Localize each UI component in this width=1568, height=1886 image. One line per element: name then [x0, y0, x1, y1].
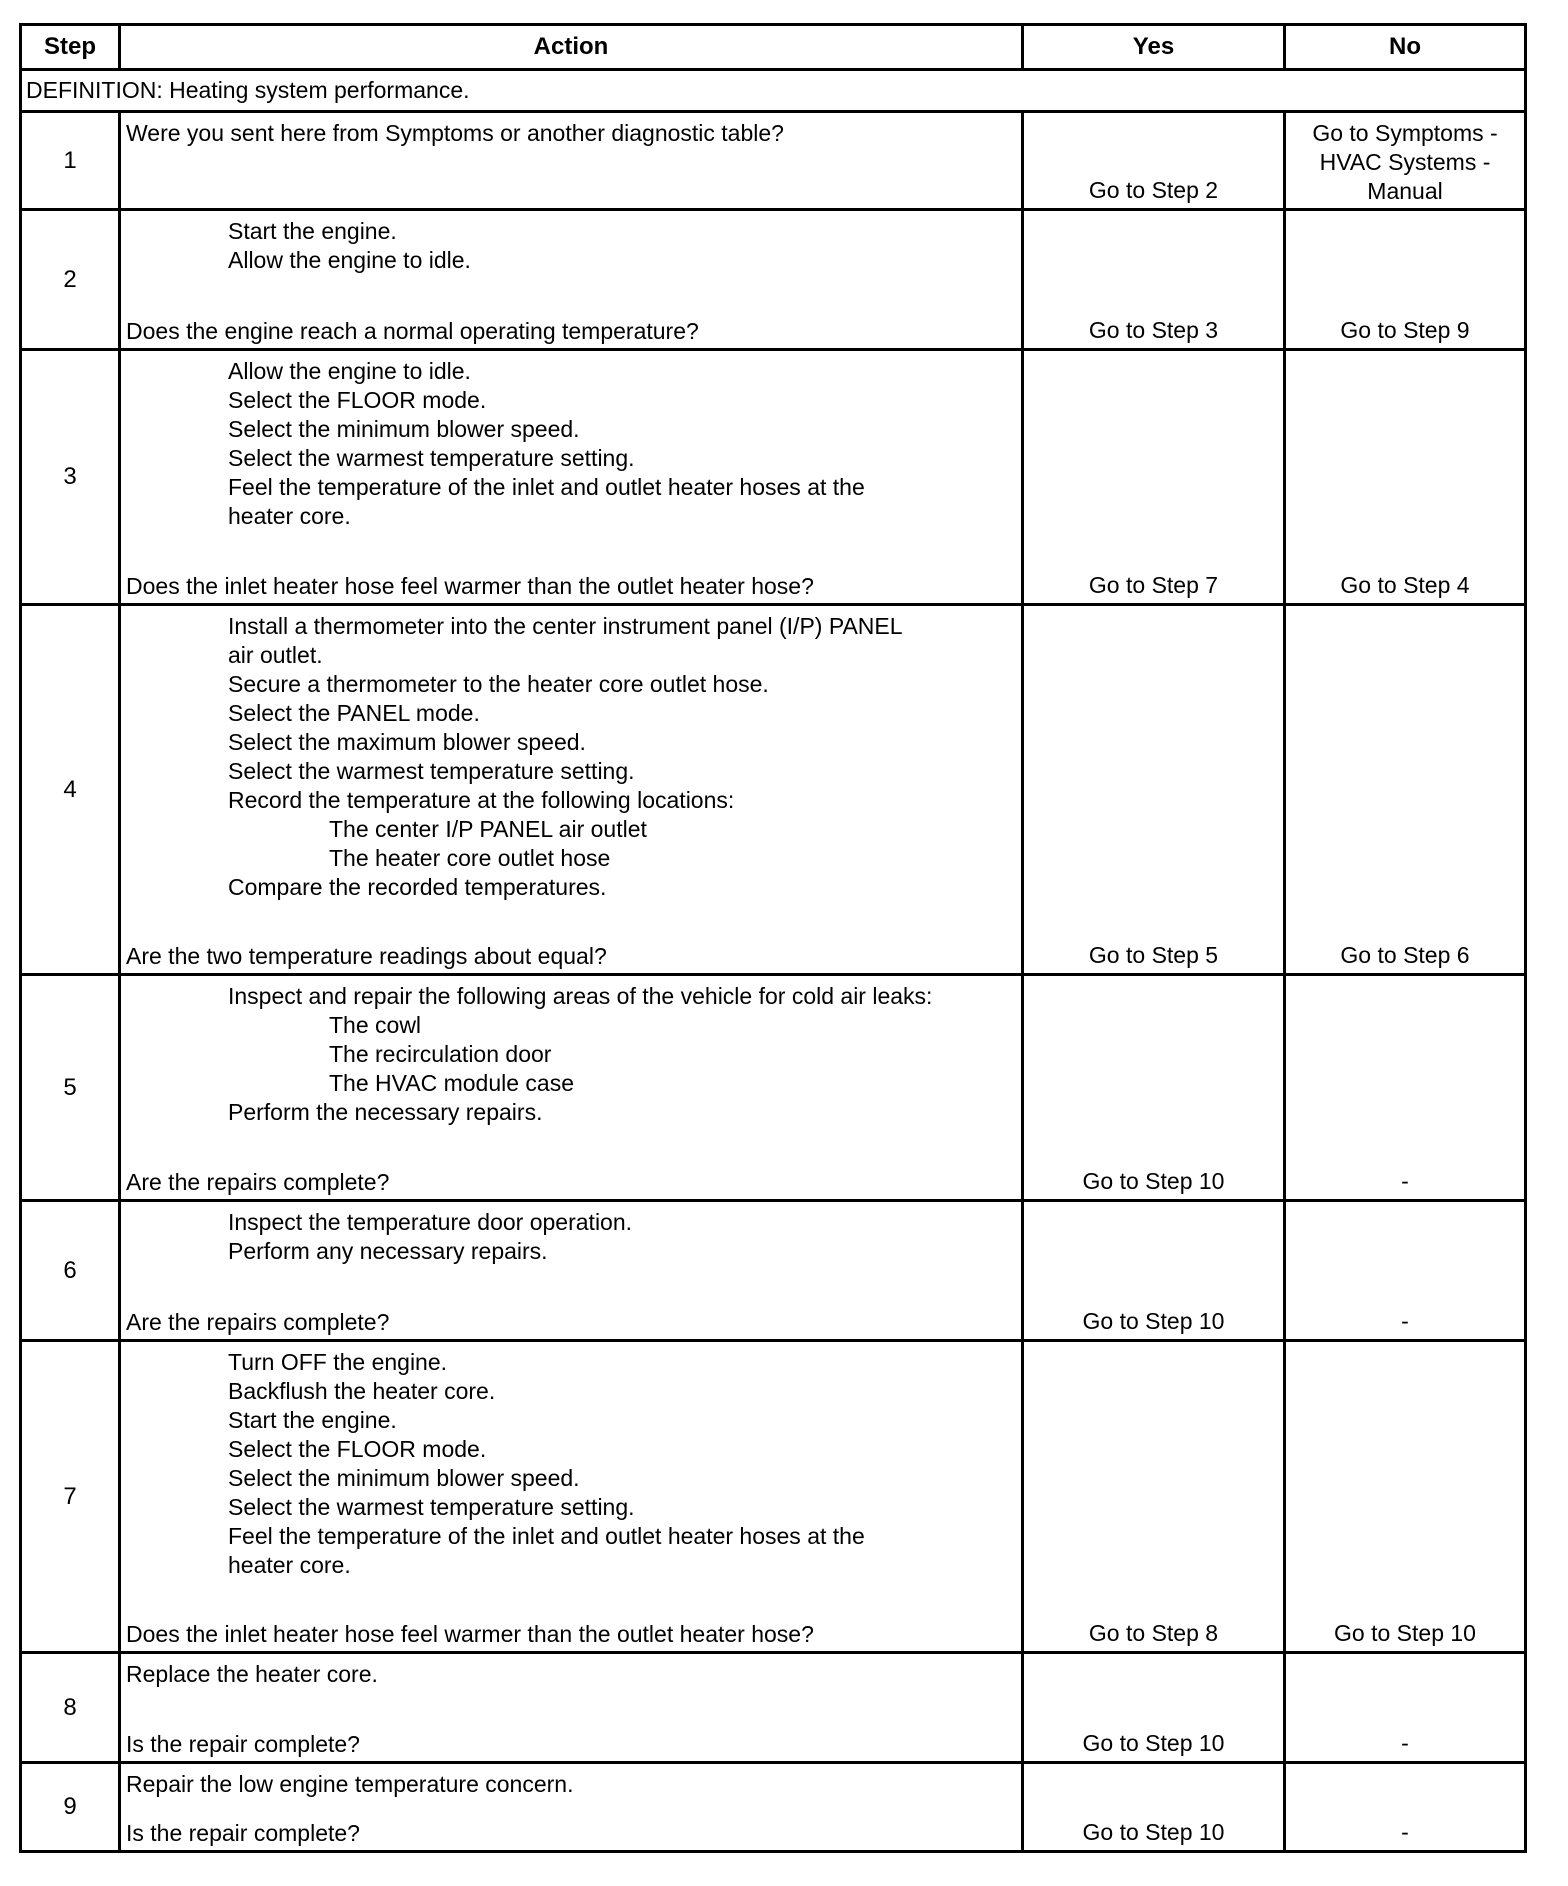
- step-row-1: [22, 110, 1524, 208]
- yes-cell: [1024, 1654, 1286, 1761]
- action-question: Are the two temperature readings about equal?: [126, 943, 607, 969]
- no-answer: Go to Step 9: [1340, 317, 1470, 343]
- action-line: Select the warmest temperature setting.: [228, 1494, 635, 1520]
- no-answer: -: [1401, 1308, 1409, 1334]
- step-number: 1: [22, 113, 121, 208]
- step-number: 7: [22, 1342, 121, 1651]
- yes-cell: [1024, 976, 1286, 1199]
- header-row: [22, 26, 1524, 68]
- action-line: Allow the engine to idle.: [228, 247, 471, 273]
- action-line: Start the engine.: [228, 1407, 397, 1433]
- yes-cell: [1024, 1202, 1286, 1339]
- yes-cell: [1024, 1764, 1286, 1850]
- action-cell: [121, 606, 1024, 973]
- step-row-6: [22, 1199, 1524, 1339]
- action-line: Select the FLOOR mode.: [228, 387, 487, 413]
- action-line: Start the engine.: [228, 218, 397, 244]
- action-line: Perform the necessary repairs.: [228, 1099, 543, 1125]
- yes-answer: Go to Step 10: [1082, 1308, 1225, 1334]
- no-answer: -: [1401, 1819, 1409, 1845]
- yes-answer: Go to Step 3: [1088, 317, 1219, 343]
- action-line: Select the maximum blower speed.: [228, 729, 586, 755]
- action-question: Are the repairs complete?: [126, 1169, 390, 1195]
- action-line: heater core.: [228, 503, 351, 529]
- action-cell: [121, 351, 1024, 603]
- no-answer-line: HVAC Systems -: [1319, 149, 1491, 175]
- action-subline: The center I/P PANEL air outlet: [329, 816, 647, 842]
- action-cell: [121, 976, 1024, 1199]
- step-number: 8: [22, 1654, 121, 1761]
- action-line: Select the minimum blower speed.: [228, 1465, 580, 1491]
- no-cell: [1286, 1342, 1524, 1651]
- action-line: air outlet.: [228, 642, 323, 668]
- action-subline: The recirculation door: [329, 1041, 552, 1067]
- action-line: Select the minimum blower speed.: [228, 416, 580, 442]
- no-cell: [1286, 1654, 1524, 1761]
- action-question: Is the repair complete?: [126, 1820, 360, 1846]
- yes-answer: Go to Step 8: [1088, 1620, 1219, 1646]
- action-line: Select the warmest temperature setting.: [228, 758, 635, 784]
- yes-answer: Go to Step 10: [1082, 1168, 1225, 1194]
- yes-cell: [1024, 351, 1286, 603]
- diagnostic-table: [19, 23, 1527, 1853]
- no-cell: [1286, 211, 1524, 348]
- action-question: Are the repairs complete?: [126, 1309, 390, 1335]
- action-cell: [121, 1764, 1024, 1850]
- step-number: 9: [22, 1764, 121, 1850]
- yes-answer: Go to Step 10: [1082, 1819, 1225, 1845]
- header-no: No: [1389, 33, 1421, 60]
- action-subline: The heater core outlet hose: [329, 845, 611, 871]
- action-line: Inspect and repair the following areas of the vehicle for cold air leaks:: [228, 983, 933, 1009]
- step-number: 3: [22, 351, 121, 603]
- step-number: 2: [22, 211, 121, 348]
- action-line: Feel the temperature of the inlet and outlet heater hoses at the: [228, 1523, 865, 1549]
- step-number: 4: [22, 606, 121, 973]
- yes-cell: [1024, 211, 1286, 348]
- action-line: Backflush the heater core.: [228, 1378, 496, 1404]
- action-line: Turn OFF the engine.: [228, 1349, 448, 1375]
- no-cell: [1286, 976, 1524, 1199]
- action-line: Allow the engine to idle.: [228, 358, 471, 384]
- no-cell: [1286, 113, 1524, 208]
- action-question: Does the engine reach a normal operating temperature?: [126, 318, 699, 344]
- yes-answer: Go to Step 10: [1082, 1730, 1225, 1756]
- step-row-9: [22, 1761, 1524, 1850]
- action-line: Perform any necessary repairs.: [228, 1238, 548, 1264]
- header-action: Action: [121, 26, 1024, 68]
- action-line: Select the FLOOR mode.: [228, 1436, 487, 1462]
- action-subline: The HVAC module case: [329, 1070, 575, 1096]
- no-answer: Go to Step 4: [1340, 572, 1470, 598]
- action-line: Record the temperature at the following locations:: [228, 787, 735, 813]
- no-answer-line: Manual: [1367, 178, 1443, 204]
- step-row-3: [22, 348, 1524, 603]
- step-row-5: [22, 973, 1524, 1199]
- no-cell: [1286, 351, 1524, 603]
- no-cell: [1286, 606, 1524, 973]
- no-answer: -: [1401, 1730, 1409, 1756]
- step-number: 6: [22, 1202, 121, 1339]
- yes-answer: Go to Step 2: [1088, 177, 1219, 203]
- header-yes: Yes: [1024, 26, 1286, 68]
- yes-cell: [1024, 606, 1286, 973]
- no-answer: Go to Step 10: [1334, 1620, 1476, 1646]
- action-line: Install a thermometer into the center instrument panel (I/P) PANEL: [228, 613, 903, 639]
- action-line: Select the PANEL mode.: [228, 700, 480, 726]
- yes-answer: Go to Step 5: [1088, 942, 1219, 968]
- definition-row: [22, 68, 1524, 110]
- action-line: Select the warmest temperature setting.: [228, 445, 635, 471]
- action-line: heater core.: [228, 1552, 351, 1578]
- yes-cell: [1024, 113, 1286, 208]
- no-cell: [1286, 1764, 1524, 1850]
- action-line: Inspect the temperature door operation.: [228, 1209, 633, 1235]
- no-answer: Go to Step 6: [1340, 942, 1470, 968]
- action-cell: [121, 1342, 1024, 1651]
- action-cell: [121, 1202, 1024, 1339]
- yes-answer: Go to Step 7: [1088, 572, 1219, 598]
- step-row-4: [22, 603, 1524, 973]
- step-row-7: [22, 1339, 1524, 1651]
- step-row-2: [22, 208, 1524, 348]
- action-line: Feel the temperature of the inlet and outlet heater hoses at the: [228, 474, 865, 500]
- no-cell: [1286, 1202, 1524, 1339]
- definition-text: DEFINITION: Heating system performance.: [26, 77, 470, 103]
- action-cell: [121, 113, 1024, 208]
- action-line: Repair the low engine temperature concern.: [126, 1771, 574, 1797]
- action-question: Does the inlet heater hose feel warmer than the outlet heater hose?: [126, 1621, 814, 1647]
- action-question: Is the repair complete?: [126, 1731, 360, 1757]
- action-subline: The cowl: [329, 1012, 422, 1038]
- action-question: Does the inlet heater hose feel warmer than the outlet heater hose?: [126, 573, 814, 599]
- action-line: Were you sent here from Symptoms or another diagnostic table?: [126, 120, 784, 146]
- step-row-8: [22, 1651, 1524, 1761]
- action-cell: [121, 211, 1024, 348]
- no-answer: -: [1401, 1168, 1409, 1194]
- action-line: Replace the heater core.: [126, 1661, 378, 1687]
- action-line: Compare the recorded temperatures.: [228, 874, 607, 900]
- action-line: Secure a thermometer to the heater core outlet hose.: [228, 671, 769, 697]
- yes-cell: [1024, 1342, 1286, 1651]
- no-answer-line: Go to Symptoms -: [1312, 120, 1498, 146]
- action-cell: [121, 1654, 1024, 1761]
- header-step: Step: [22, 26, 121, 68]
- step-number: 5: [22, 976, 121, 1199]
